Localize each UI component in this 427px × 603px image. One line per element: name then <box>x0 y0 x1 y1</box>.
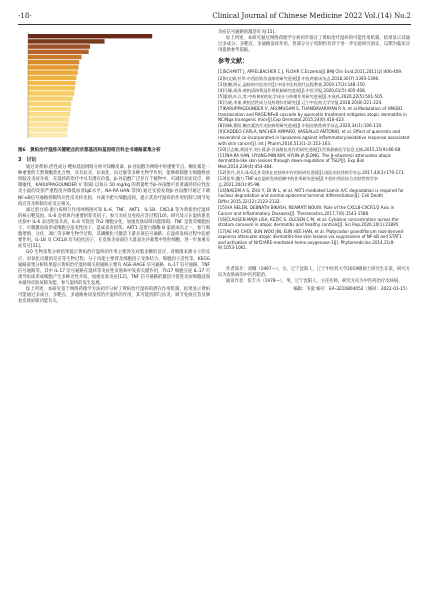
chart-bar <box>28 128 68 132</box>
chart-bar <box>28 34 152 38</box>
reference-item: [10]吕志敏,黄国平,刘小燕.β-谷甾醇抗炎作用研究进展[J].世界最新医学信息文摘,2015,15(9):66-68. <box>218 146 402 152</box>
reference-item: [16]CLAUSEN MAJA LISA, KEZIC S, OLESEN C M, et al. Cytokine concentration across the stratum corneum in atopic dermatitis and healthy controls[J]. Sci Rep,2020,10(1):21895. <box>218 216 400 228</box>
chart-bar <box>28 76 76 80</box>
chart-bar <box>28 70 78 74</box>
reference-list <box>218 69 410 250</box>
chart-bar <box>28 107 71 111</box>
reference-item: [3]张鹏,明元.湿疹的中医治疗[J].中国中医药现代远程教育,2019,17(3):148-150. <box>218 81 366 87</box>
reference-item: [1]SCHMITT J, APFELBACHER C J, FLOHR C.Eczema[J].BMJ Clin Evid,2011,2011(2):406-409. <box>218 69 403 75</box>
chart-bar <box>28 60 79 64</box>
paragraph: GO 生物富集分析结果提示黄柏治疗湿疹的作用主要涉及对脂多糖的反应、对细菌来源分子的反应、对氧化应激的反应等生物过程；分子功能主要涉及细胞因子受体结合、细胞因子活性等。KEGG 通路富集分析结果提示黄柏治疗湿疹相关的通路主要有 AGE-RAGE 信号通路、IL-17 信号通路、TNF 信号通路等。其中 IL-17 信号通路在湿疹等炎症性皮肤病中发挥关键作用，Th17 细胞分泌 IL-17 可诱导角质形成细胞产生多种炎性介质，加重皮肤炎症[12]。TNF 信号通路的激活可促进炎症细胞浸润并破坏皮肤屏障功能，参与湿疹的发生发展。 <box>18 250 210 286</box>
paragraph: 通过蛋白质-蛋白质相互作用网络图可知 IL-6、TNF、AKT1、IL-1B、CXCL8 等为黄柏治疗湿疹的核心靶基因。IL-6 是机体内重要的促炎因子，参与炎症及免疫应答过程[10]，研究显示在湿疹患者皮损中 IL-6 表达明显升高，IL-6 可促进 Th2 细胞分化，加重皮肤屏障功能障碍。TNF 是促炎细胞因子，可刺激角质形成细胞分泌炎性因子，造成表皮损伤。AKT1 是蛋白激酶 B 家族成员之一，参与细胞增殖、分化、凋亡等多种生物学过程，其磷酸化可激活下游多条信号通路，在湿疹发病过程中起重要作用。IL-1B 及 CXCL8 均为趋化因子，在皮肤炎症部位大量表达并募集中性粒细胞，进一步加重炎症反应[11]。 <box>18 207 210 250</box>
reference-item: [5]董明,叶兵,等.中药黄柏的化学成分与药理作用研究进展[J].中成药,2020,22(5):501-505. <box>218 93 384 99</box>
corresponding-author: 通讯作者：张丰川（1978—），男，辽宁沈阳人，主任医师，研究方向为中医药治疗皮肤病。 <box>226 278 403 284</box>
reference-item: [15]HA HELEN, DEBNATH BIKASH, NEAMATI NOURI. Role of the CXCL8-CXCR1/2 Axis in Cancer and Inflammatory Diseases[J]. Theranostics,2017,7(6):1543-1588. <box>218 205 395 216</box>
reference-item: [17]AE HO CHOI, SUN WOO JIN, EUN HEE HAN, et al. Platycodon grandiflorum root-derived saponins attenuate atopic dermatitis-like skin lesions via suppression of NF-κB and STAT1 and activation of Nrf2/ARE-mediated heme oxygenase-1[J]. Phytomedicine,2014,21(8-9):1053-1061. <box>218 228 404 251</box>
chart-bar <box>28 44 90 48</box>
reference-item: [8]刘峰,曹阳.槲皮素治疗皮肤病的研究进展[J].中国皮肤性病学杂志,2020,34(1):106-110. <box>218 123 383 129</box>
editor-line: 编辑：韦爱 编号：EA-3210804052（修回：2022-01-15） <box>293 286 410 292</box>
right-column <box>218 30 410 293</box>
chart-bar <box>28 86 75 90</box>
chart-bar <box>28 96 73 100</box>
paragraph: 综上所述，本研究基于网络药理学方法初步分析了黄柏治疗湿疹的潜在作用机制，结果显示黄柏可能通过多成分、多靶点、多通路协同发挥治疗湿疹的作用，其可能机制与抗炎、调节免疫应答及修复皮肤屏障功能有关。 <box>18 286 210 305</box>
page-number: -18- <box>18 12 32 20</box>
author-note: 作者简介：刘娜（1997—），女，辽宁沈阳人，辽宁中医药大学2019级硕士研究生在读，研究方向为皮肤病的中医药防治。 <box>218 266 410 278</box>
reference-item: [14]NAEEM A S, ZHU Y, DI W L, et al. AKT1-mediated Lamin A/C degradation is required for nuclear degradation and normal epidermal terminal differentiation[J]. Cell Death Differ,2015,22(12):2123-2132. <box>218 187 404 205</box>
reference-item: [13]张华,魏力.TNF-α在湿疹发病机制中的作用研究进展[J].中国中西医结合皮肤性病学杂志,2021,20(1):95-98. <box>218 176 378 187</box>
paragraph: 炎症信号通路的激活有关[15]。 <box>218 30 279 35</box>
reference-item: [9]CADDEO CARLA, NACHER AMPARO, VASSALLO ANTONIO, et al. Effect of quercetin and resveratrol co-incorporated in liposomes against inflammatory/oxidative response associated with skin cancer[J]. Int J Pharm,2016,513(1-2):153-163. <box>218 129 410 146</box>
section-heading: 3 讨论 <box>18 157 37 163</box>
reference-item: [4]马娜,周涛.黄柏清热利湿作用机制研究进展[J].中医学报,2020,61(5):405-408. <box>218 87 366 93</box>
reference-item: [6]马晓,李東.黄柏活性成分及药理作用研究[J].辽宁中医药大学学报,2018,20(8):221-224. <box>218 99 383 105</box>
chart-bar <box>28 117 69 121</box>
chart-bar <box>28 122 68 126</box>
references-heading: 参考文献： <box>218 58 249 66</box>
reference-item: [12]贺丹,刘兵.IL-6及其受体在皮肤病中作用的研究进展[J].国际皮肤性病学杂志,2017,43(3):170-173. <box>218 170 405 176</box>
chart-bar <box>28 50 89 54</box>
paragraph: 通过对黄柏-活性成分-靶标基因网络分析可知槲皮素、β-谷甾醇为网络中的重要节点。槲皮素是一种重要的天然黄酮类化合物，具有抗炎、抗氧化、抗过敏等多种生物学作用，能够抑制肥大细胞释放组胺及炎症介质，在湿疹的治疗中具有潜在价值。β-谷甾醇广泛存在于植物中，可减轻炎症反应，抑制瘙痒，KARUPPAGOUNDER V 等[8] 以每日 50 mg/kg 的剂量给予β-谷甾醇可显著减轻特应性皮炎小鼠的皮损严重程度并降低血清IgE水平。NA-RA HAN 等[9] 通过实验发现β-谷甾醇可通过下调NF-κB信号通路抑制特应性皮炎样皮损，并减少肥大细胞浸润，提示其治疗湿疹的作用机制与调节免疫应答及抑制炎症反应相关。 <box>18 165 210 207</box>
footnote <box>218 267 410 285</box>
reference-item: [2]何文娟,杜华.中西医防治湿疹的研究进展[J].中医药临床杂志,2018,30(7):1393-1396. <box>218 75 380 81</box>
paragraph: 综上所述，本研究通过网络药理学分析初步探讨了黄柏治疗湿疹的可能作用机制，结果显示其通过多成分、多靶点、多通路发挥作用，但部分分子机制仍有待于进一步实验研究验证，以期为临床应用提供参考依据。 <box>218 36 410 54</box>
journal-title: Clinical Journal of Chinese Medicine 2022 Vol.(14) No.2 <box>212 12 411 20</box>
chart-bar <box>28 81 76 85</box>
chart-bar <box>28 133 67 137</box>
left-column <box>18 30 210 305</box>
chart-bar <box>28 65 79 69</box>
chart-svg <box>18 30 210 145</box>
chart-bar <box>28 112 70 116</box>
enrichment-chart <box>18 30 210 145</box>
chart-bar <box>28 39 105 43</box>
chart-bar <box>28 102 71 106</box>
reference-item: [11]NA-RA HAN, HYUNG-MIN KIM, HYUN-JA JEONG. The β-sitosterol attenuates atopic dermatitis-like skin lesions through down-regulation of TSLP[J]. Exp Biol Med,2014,239(4):454-464. <box>218 152 392 169</box>
chart-bar <box>28 91 74 95</box>
figure-caption: 图6 黄柏治疗湿疹关键靶点的京都基因和基因组百科全书通路富集分析 <box>18 148 161 153</box>
page-header <box>18 10 411 25</box>
chart-bar <box>28 55 81 59</box>
reference-item: [7]KARUPPAGOUNDER V, ARUMUGAM S, THANDAVARAYAN R A, et al.Modulation of HMGB1 translocation and RAGE/NFκB cascade by quercetin treatment mitigates atopic dermatitis in NC/Nga transgenic mice[J].Exp Dermatol,2015,24(6):418-423. <box>218 106 407 123</box>
